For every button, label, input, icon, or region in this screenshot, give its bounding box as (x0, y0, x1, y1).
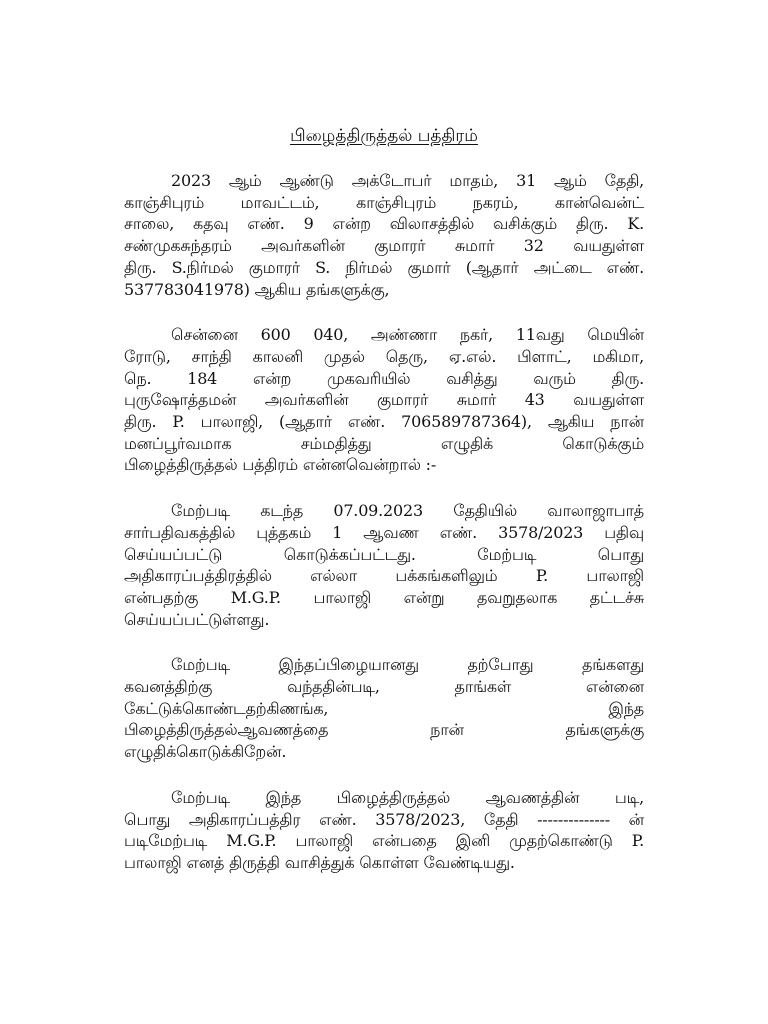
paragraph-line: சார்பதிவகத்தில் புத்தகம் 1 ஆவண எண். 3578/2023 பதிவு (124, 522, 644, 542)
paragraph-line: செய்யப்பட்டுள்ளது. (124, 609, 270, 629)
paragraph-line: மேற்படி இந்தப்பிழையானது தற்போது தங்களது (171, 655, 644, 675)
paragraph-line: செய்யப்பட்டு கொடுக்கப்பட்டது. மேற்படி பொது (124, 544, 644, 564)
paragraph-line: எழுதிக்கொடுக்கிறேன். (124, 742, 287, 762)
paragraph-line: திரு. P. பாலாஜி, (ஆதார் எண். 706589787364), ஆகிய நான் (124, 412, 644, 432)
paragraph-line: 537783041978) ஆகிய தங்களுக்கு, (124, 279, 390, 299)
paragraph-line: காஞ்சிபுரம் மாவட்டம், காஞ்சிபுரம் நகரம், கான்வென்ட் (124, 192, 644, 212)
paragraph-line: மேற்படி கடந்த 07.09.2023 தேதியில் வாலாஜாபாத் (171, 501, 644, 521)
paragraph-line: பாலாஜி எனத் திருத்தி வாசித்துக் கொள்ள வேண்டியது. (124, 852, 515, 872)
paragraph-line: என்பதற்கு M.G.P. பாலாஜி என்று தவறுதலாக தட்டச்சு (124, 587, 644, 607)
paragraph-line: 2023 ஆம் ஆண்டு அக்டோபர் மாதம், 31 ஆம் தேதி, (171, 171, 644, 190)
paragraph-addressee (124, 170, 644, 300)
paragraph-line: சாலை, கதவு எண். 9 என்ற விலாசத்தில் வசிக்கும் திரு. K. (124, 214, 644, 234)
paragraph-line: மனப்பூர்வமாக சம்மதித்து எழுதிக் கொடுக்கும் (124, 433, 644, 453)
paragraph-line: சென்னை 600 040, அண்ணா நகர், 11வது மெயின் (171, 325, 644, 345)
paragraph-declarant (124, 324, 644, 476)
paragraph-line: அதிகாரப்பத்திரத்தில் எல்லா பக்கங்களிலும் P. பாலாஜி (124, 566, 644, 586)
paragraph-line: படிமேற்படி M.G.P. பாலாஜி என்பதை இனி முதற்கொண்டு P. (124, 831, 644, 851)
document-body (124, 170, 644, 898)
paragraph-line: பிழைத்திருத்தல்ஆவணத்தை நான் தங்களுக்கு (124, 720, 644, 740)
paragraph-line: கவனத்திற்கு வந்ததின்படி, தாங்கள் என்னை (124, 677, 644, 697)
paragraph-line: சண்முகசுந்தரம் அவர்களின் குமாரர் சுமார் 32 வயதுள்ள (124, 236, 644, 256)
paragraph-line: நெ. 184 என்ற முகவரியில் வசித்து வரும் திரு. (124, 368, 644, 388)
paragraph-line: கேட்டுக்கொண்டதற்கிணங்க, இந்த (124, 698, 644, 718)
paragraph-line: திரு. S.நிர்மல் குமாரர் S. நிர்மல் குமார் (ஆதார் அட்டை எண். (124, 257, 644, 277)
paragraph-line: ரோடு, சாந்தி காலனி முதல் தெரு, ஏ.எல். பிளாட், மகிமா, (124, 346, 644, 366)
paragraph-error-description (124, 500, 644, 630)
paragraph-line: புருஷோத்தமன் அவர்களின் குமாரர் சுமார் 43 வயதுள்ள (124, 390, 644, 410)
document-title: பிழைத்திருத்தல் பத்திரம் (290, 126, 478, 146)
paragraph-line: பொது அதிகாரப்பத்திர எண். 3578/2023, தேதி -------------- ன் (124, 809, 644, 829)
paragraph-request (124, 654, 644, 763)
paragraph-line: பிழைத்திருத்தல் பத்திரம் என்னவென்றால் :- (124, 455, 437, 475)
paragraph-line: மேற்படி இந்த பிழைத்திருத்தல் ஆவணத்தின் படி, (171, 787, 644, 807)
paragraph-correction (124, 787, 644, 874)
